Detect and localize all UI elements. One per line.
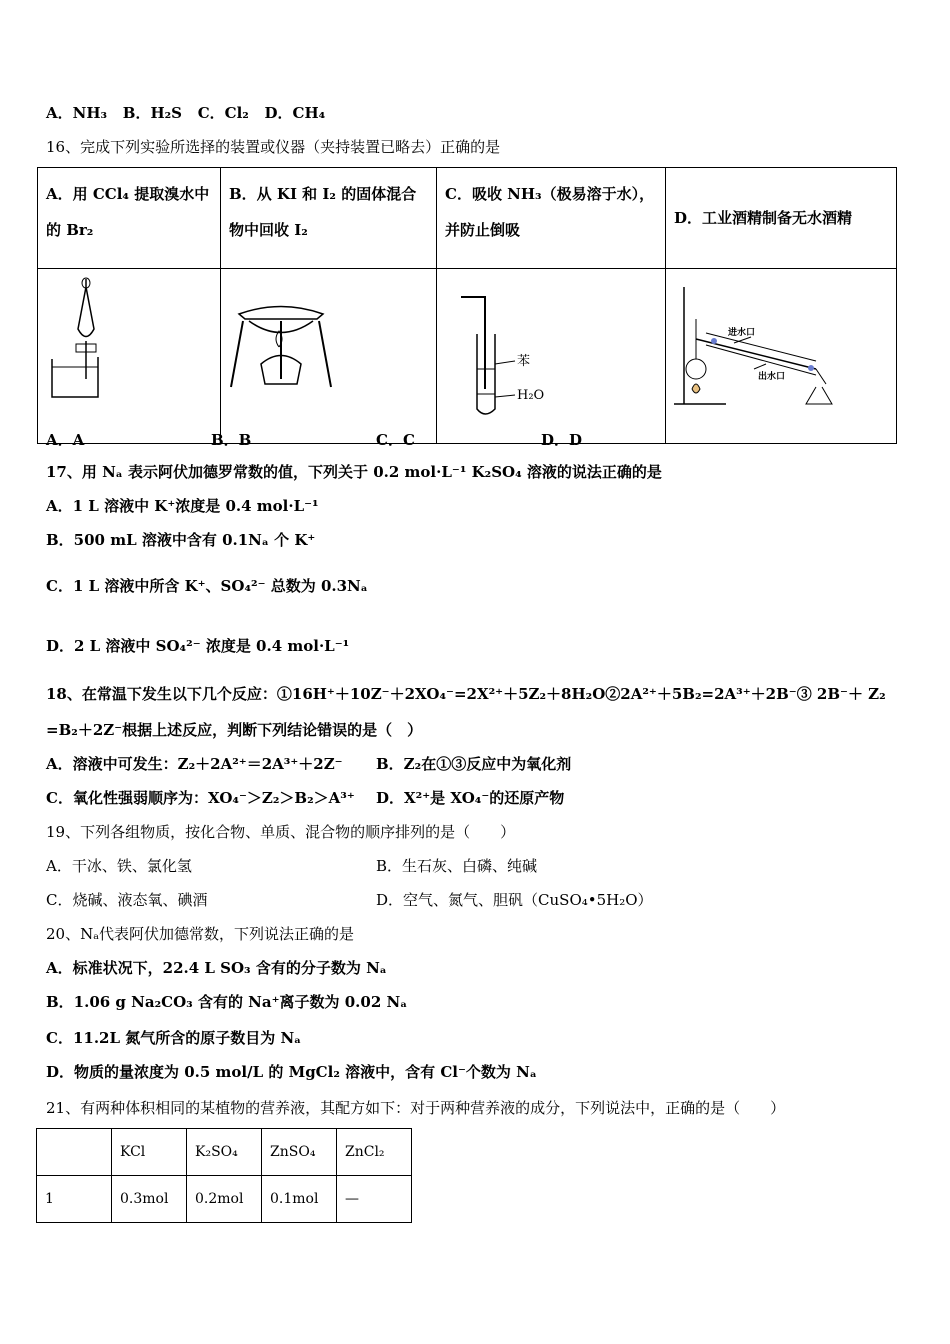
q16-figure-d (666, 269, 897, 444)
distillation-figure (666, 269, 894, 439)
q16-cell-c: C．吸收 NH₃（极易溶于水），并防止倒吸 (437, 168, 666, 269)
q16-figure-a (38, 269, 221, 444)
q16-option-d: D．D (541, 431, 583, 449)
q20-option-c: C．11.2L 氮气所含的原子数目为 Nₐ (46, 1029, 302, 1047)
q17-option-d: D．2 L 溶液中 SO₄²⁻ 浓度是 0.4 mol·L⁻¹ (46, 637, 350, 655)
q20-option-b: B．1.06 g Na₂CO₃ 含有的 Na⁺离子数为 0.02 Nₐ (46, 993, 408, 1011)
q19-option-d: D．空气、氮气、胆矾（CuSO₄•5H₂O） (376, 891, 653, 909)
q21-header-cell (37, 1129, 112, 1176)
q15-option-c: C．Cl₂ (197, 104, 249, 122)
q21-header-row (37, 1129, 412, 1176)
q16-stem: 16、完成下列实验所选择的装置或仪器（夹持装置已略去）正确的是 (46, 138, 501, 156)
q19-option-a: A．干冰、铁、氯化氢 (46, 857, 192, 875)
q21-cell: 0.3mol (112, 1176, 187, 1223)
gas-absorption-figure (437, 269, 665, 439)
q21-header-cell: ZnSO₄ (262, 1129, 337, 1176)
q21-table (36, 1128, 412, 1223)
q17-stem: 17、用 Nₐ 表示阿伏加德罗常数的值，下列关于 0.2 mol·L⁻¹ K₂SO₄ 溶液的说法正确的是 (46, 463, 662, 481)
q19-option-c: C．烧碱、液态氧、碘酒 (46, 891, 208, 909)
q18-stem-line1: 18、在常温下发生以下几个反应：①16H⁺＋10Z⁻＋2XO₄⁻=2X²⁺＋5Z₂＋8H₂O②2A²⁺＋5B₂=2A³⁺＋2B⁻③ 2B⁻＋ Z₂ (46, 685, 886, 703)
q21-cell: 1 (37, 1176, 112, 1223)
q20-stem: 20、Nₐ代表阿伏加德常数，下列说法正确的是 (46, 925, 354, 943)
q19-stem: 19、下列各组物质，按化合物、单质、混合物的顺序排列的是（ ） (46, 823, 516, 841)
separatory-funnel-figure (38, 269, 218, 439)
q15-option-d: D．CH₄ (264, 104, 326, 122)
q16-cell-a: A．用 CCl₄ 提取溴水中的 Br₂ (38, 168, 221, 269)
q16-option-a: A．A (46, 431, 85, 449)
q20-option-d: D．物质的量浓度为 0.5 mol/L 的 MgCl₂ 溶液中，含有 Cl⁻个数为 Nₐ (46, 1063, 537, 1081)
label-inlet: 进水口 (728, 328, 756, 338)
label-benzene: 苯 (517, 354, 531, 369)
q17-option-a: A．1 L 溶液中 K⁺浓度是 0.4 mol·L⁻¹ (46, 497, 319, 515)
q19-option-b: B．生石灰、白磷、纯碱 (376, 857, 538, 875)
q16-cell-d: D．工业酒精制备无水酒精 (666, 168, 897, 269)
q18-option-d: D．X²⁺是 XO₄⁻的还原产物 (376, 789, 565, 807)
q21-cell: 0.1mol (262, 1176, 337, 1223)
sublimation-figure (221, 269, 436, 439)
q21-header-cell: K₂SO₄ (187, 1129, 262, 1176)
q16-option-b: B．B (211, 431, 252, 449)
q21-stem: 21、有两种体积相同的某植物的营养液，其配方如下：对于两种营养液的成分，下列说法中，正确的是（ ） (46, 1099, 786, 1117)
q21-header-cell: ZnCl₂ (337, 1129, 412, 1176)
q17-option-b: B．500 mL 溶液中含有 0.1Nₐ 个 K⁺ (46, 531, 316, 549)
q18-stem-line2: =B₂＋2Z⁻根据上述反应，判断下列结论错误的是（ ） (46, 721, 423, 739)
q15-options (46, 103, 325, 123)
label-outlet: 出水口 (758, 372, 786, 382)
q21-cell: 0.2mol (187, 1176, 262, 1223)
label-water: H₂O (517, 388, 545, 403)
q15-option-b: B．H₂S (122, 104, 183, 122)
q21-cell: — (337, 1176, 412, 1223)
q16-table (37, 167, 897, 444)
q18-option-c: C．氧化性强弱顺序为：XO₄⁻＞Z₂＞B₂＞A³⁺ (46, 789, 355, 807)
q20-option-a: A．标准状况下，22.4 L SO₃ 含有的分子数为 Nₐ (46, 959, 387, 977)
q16-figure-c (437, 269, 666, 444)
q16-figure-b (221, 269, 437, 444)
q16-cell-b: B．从 KI 和 I₂ 的固体混合物中回收 I₂ (221, 168, 437, 269)
q18-option-b: B．Z₂在①③反应中为氧化剂 (376, 755, 572, 773)
q15-option-a: A．NH₃ (46, 104, 108, 122)
q18-option-a: A．溶液中可发生：Z₂＋2A²⁺＝2A³⁺＋2Z⁻ (46, 755, 343, 773)
q16-option-c: C．C (376, 431, 415, 449)
q17-option-c: C．1 L 溶液中所含 K⁺、SO₄²⁻ 总数为 0.3Nₐ (46, 577, 368, 595)
q21-header-cell: KCl (112, 1129, 187, 1176)
q21-row-1 (37, 1176, 412, 1223)
